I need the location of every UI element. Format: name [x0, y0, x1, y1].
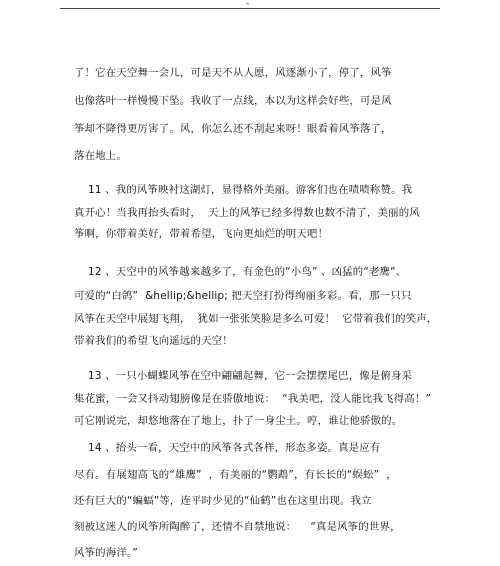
- text-line: 筝啊，你带着美好，带着希望，飞向更灿烂的明天吧！: [74, 228, 329, 240]
- header-mark: -: [246, 0, 250, 9]
- text-line: 11 、我的风筝映衬这湖灯，显得格外美丽。游客们也在啧啧称赞。我: [74, 184, 413, 196]
- text-line: 带着我们的希望飞向遥远的天空！: [74, 335, 233, 347]
- text-line: 13 、一只小蝴蝶风筝在空中翩翩起舞，它一会摆摆尾巴，像是俯身采: [74, 370, 413, 382]
- text-line: 集花蜜，一会又抖动翅膀像是在骄傲地说： “我美吧，没人能比我飞得高！”: [74, 393, 432, 405]
- text-line: 风筝在天空中展翅飞翔， 犹如一张张笑脸是多么可爱！ 它带着我们的笑声，: [74, 313, 438, 325]
- text-line: 筝却不降得更厉害了。风，你怎么还不刮起来呀！眼看着风筝落了，: [74, 123, 392, 135]
- text-line: 刻被这迷人的风筝所陶醉了，还情不自禁地说： “真是风筝的世界，: [74, 521, 401, 533]
- text-line: 风筝的海洋。”: [74, 547, 138, 559]
- text-line: 也像落叶一样慢慢下坠。我收了一点线，本以为这样会好些，可是风: [74, 95, 392, 107]
- text-line: 14 、抬头一看，天空中的风筝各式各样，形态多姿。真是应有: [74, 442, 381, 454]
- text-line: 12 、天空中的风筝越来越多了，有金色的“小鸟” 、凶猛的“老鹰”、: [74, 266, 407, 278]
- text-line: 还有巨大的“蝙蝠”等，连平时少见的“仙鹤”也在这里出现。我立: [74, 495, 372, 507]
- text-line: 真开心！当我再抬头看时， 天上的风筝已经多得数也数不清了，美丽的风: [74, 207, 420, 219]
- text-line: 尽有。有展翅高飞的“雄鹰” ，有美丽的“鹦鹉”，有长长的“蜈蚣” ，: [74, 469, 397, 481]
- text-line: 可爱的“白鸽” &hellip;&hellip; 把天空打扮得绚丽多彩。看，那一只只: [74, 290, 412, 302]
- text-line: 落在地上。: [74, 150, 127, 162]
- text-line: 可它刚说完，却悠地落在了地上，扑了一身尘土。哼，谁让他骄傲的。: [74, 415, 403, 427]
- text-line: 了！它在天空舞一会儿，可是天不从人愿，风逐渐小了，停了，风筝: [74, 67, 392, 79]
